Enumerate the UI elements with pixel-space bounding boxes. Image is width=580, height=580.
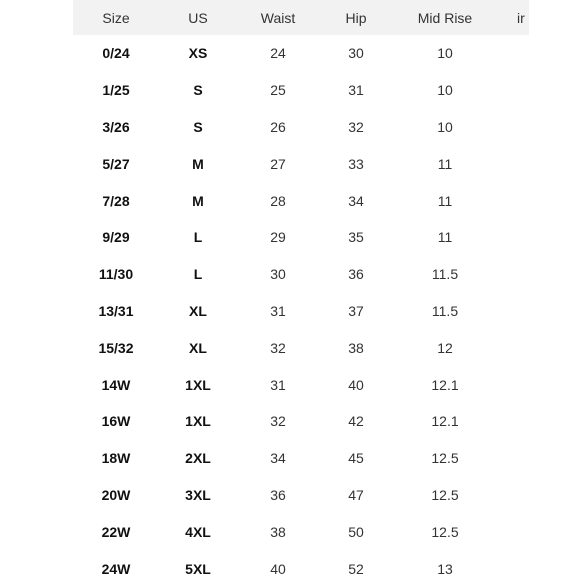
cell-mid-rise: 12.1 <box>431 376 459 393</box>
cell-empty <box>497 477 529 514</box>
cell-hip: 40 <box>348 376 364 393</box>
cell-us: M <box>192 155 204 172</box>
cell-mid-rise: 11.5 <box>431 302 459 319</box>
header-us: US <box>188 9 208 26</box>
table-row <box>73 72 529 109</box>
cell-empty <box>497 256 529 293</box>
cell-size: 22W <box>101 523 131 540</box>
header-row <box>73 0 529 35</box>
table-row <box>73 366 529 403</box>
cell-hip: 35 <box>348 229 364 246</box>
table-row <box>73 440 529 477</box>
cell-size: 9/29 <box>102 229 130 246</box>
cell-us: L <box>193 229 203 246</box>
cell-waist: 32 <box>270 339 286 356</box>
cell-empty <box>497 440 529 477</box>
cell-mid-rise: 10 <box>437 118 453 135</box>
table-header <box>73 0 529 35</box>
right-margin <box>529 0 580 580</box>
size-chart <box>73 0 529 580</box>
table-row <box>73 145 529 182</box>
cell-waist: 30 <box>270 266 286 283</box>
cell-us: XL <box>189 302 207 319</box>
cell-empty <box>497 403 529 440</box>
cell-empty <box>497 513 529 550</box>
cell-us: M <box>192 192 204 209</box>
cell-size: 15/32 <box>98 339 134 356</box>
cell-hip: 36 <box>348 266 364 283</box>
cell-mid-rise: 12.5 <box>431 486 459 503</box>
cell-us: 3XL <box>185 486 211 503</box>
cell-size: 7/28 <box>102 192 130 209</box>
cell-mid-rise: 11 <box>437 192 453 209</box>
table-row <box>73 293 529 330</box>
cell-empty <box>497 550 529 580</box>
cell-mid-rise: 12.5 <box>431 450 459 467</box>
cell-hip: 50 <box>348 523 364 540</box>
cell-waist: 32 <box>270 413 286 430</box>
cell-us: XS <box>188 45 208 62</box>
table-row <box>73 35 529 72</box>
cell-us: S <box>193 82 203 99</box>
cell-size: 0/24 <box>102 45 130 62</box>
cell-mid-rise: 13 <box>437 560 453 577</box>
table-row <box>73 550 529 580</box>
cell-size: 13/31 <box>98 302 134 319</box>
cell-waist: 27 <box>270 155 286 172</box>
cell-us: 2XL <box>185 450 211 467</box>
cell-empty <box>497 109 529 146</box>
cell-empty <box>497 293 529 330</box>
table-row <box>73 403 529 440</box>
cell-hip: 45 <box>348 450 364 467</box>
cell-hip: 38 <box>348 339 364 356</box>
cell-us: 4XL <box>185 523 211 540</box>
cell-size: 20W <box>101 486 131 503</box>
header-cut-off: ir <box>517 9 525 26</box>
table-row <box>73 109 529 146</box>
cell-hip: 31 <box>348 82 364 99</box>
cell-waist: 34 <box>270 450 286 467</box>
cell-empty <box>497 145 529 182</box>
cell-hip: 52 <box>348 560 364 577</box>
cell-size: 3/26 <box>102 118 130 135</box>
cell-hip: 33 <box>348 155 364 172</box>
cell-size: 18W <box>101 450 131 467</box>
cell-hip: 42 <box>348 413 364 430</box>
cell-waist: 25 <box>270 82 286 99</box>
cell-hip: 47 <box>348 486 364 503</box>
cell-waist: 38 <box>270 523 286 540</box>
header-mid-rise: Mid Rise <box>417 9 473 26</box>
cell-waist: 31 <box>270 302 286 319</box>
cell-us: S <box>193 118 203 135</box>
cell-mid-rise: 12.1 <box>431 413 459 430</box>
cell-waist: 36 <box>270 486 286 503</box>
cell-waist: 28 <box>270 192 286 209</box>
cell-waist: 40 <box>270 560 286 577</box>
cell-mid-rise: 11.5 <box>431 266 459 283</box>
cell-hip: 34 <box>348 192 364 209</box>
cell-mid-rise: 12.5 <box>431 523 459 540</box>
cell-us: XL <box>189 339 207 356</box>
table-row <box>73 256 529 293</box>
header-hip: Hip <box>345 9 367 26</box>
table-row <box>73 182 529 219</box>
cell-empty <box>497 182 529 219</box>
cell-mid-rise: 11 <box>437 229 453 246</box>
cell-waist: 26 <box>270 118 286 135</box>
header-waist: Waist <box>260 9 296 26</box>
cell-empty <box>497 35 529 72</box>
cell-size: 24W <box>101 560 131 577</box>
cell-hip: 30 <box>348 45 364 62</box>
cell-mid-rise: 10 <box>437 45 453 62</box>
cell-us: L <box>193 266 203 283</box>
cell-size: 1/25 <box>102 82 130 99</box>
cell-empty <box>497 366 529 403</box>
cell-mid-rise: 12 <box>437 339 453 356</box>
cell-empty <box>497 219 529 256</box>
cell-hip: 32 <box>348 118 364 135</box>
table-row <box>73 477 529 514</box>
cell-size: 16W <box>101 413 131 430</box>
cell-mid-rise: 10 <box>437 82 453 99</box>
cell-mid-rise: 11 <box>437 155 453 172</box>
cell-waist: 31 <box>270 376 286 393</box>
cell-hip: 37 <box>348 302 364 319</box>
cell-waist: 24 <box>270 45 286 62</box>
size-chart-table <box>73 0 529 580</box>
cell-empty <box>497 72 529 109</box>
table-row <box>73 513 529 550</box>
cell-size: 11/30 <box>98 266 134 283</box>
cell-size: 14W <box>101 376 131 393</box>
table-body <box>73 35 529 580</box>
table-row <box>73 219 529 256</box>
table-row <box>73 329 529 366</box>
cell-empty <box>497 329 529 366</box>
header-size: Size <box>102 9 130 26</box>
cell-waist: 29 <box>270 229 286 246</box>
cell-us: 1XL <box>185 413 211 430</box>
cell-us: 5XL <box>185 560 211 577</box>
cell-size: 5/27 <box>102 155 130 172</box>
cell-us: 1XL <box>185 376 211 393</box>
